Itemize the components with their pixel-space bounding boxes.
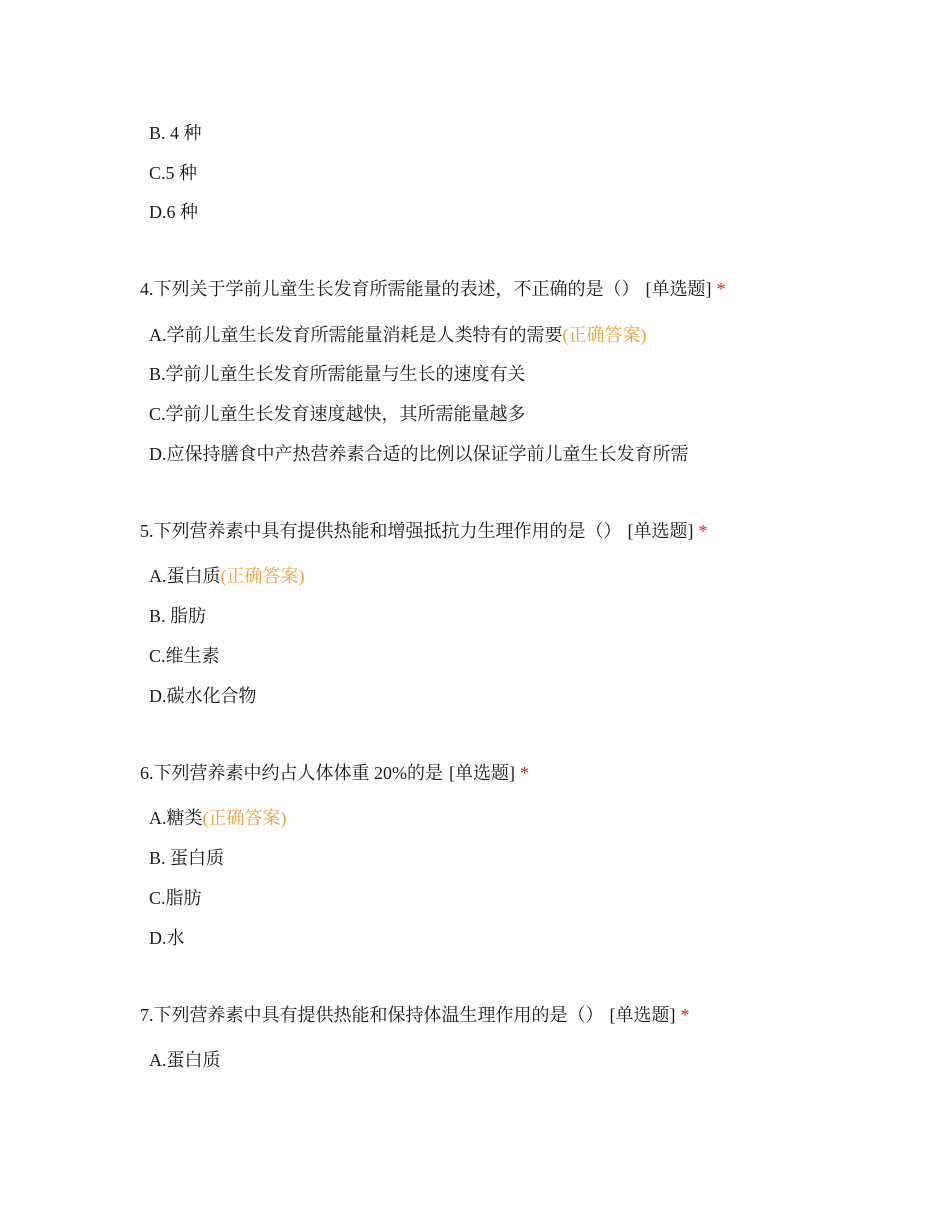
option-b: B. 蛋白质 (149, 848, 225, 868)
option-c: C.学前儿童生长发育速度越快，其所需能量越多 (149, 404, 526, 424)
option-text: A.学前儿童生长发育所需能量消耗是人类特有的需要 (149, 325, 563, 345)
required-mark: * (698, 521, 708, 541)
question-title (140, 760, 529, 786)
option-b: B. 4 种 (149, 123, 202, 143)
question-type-label: [单选题] (609, 1005, 676, 1025)
required-mark: * (716, 279, 726, 299)
question-type-label: [单选题] (449, 763, 515, 783)
question-text: 7.下列营养素中具有提供热能和保持体温生理作用的是（） (140, 1005, 604, 1025)
option-a: A.蛋白质 (149, 1050, 221, 1070)
required-mark: * (520, 763, 529, 783)
correct-answer-label: (正确答案) (202, 808, 287, 828)
required-mark: * (680, 1005, 690, 1025)
option-c: C.5 种 (149, 163, 198, 183)
option-b: B.学前儿童生长发育所需能量与生长的速度有关 (149, 364, 526, 384)
option-c: C.脂肪 (149, 888, 202, 908)
question-text: 4.下列关于学前儿童生长发育所需能量的表述，不正确的是（） (140, 279, 640, 299)
option-text: A.糖类 (149, 808, 203, 828)
option-d: D.6 种 (149, 202, 198, 222)
question-type-label: [单选题] (627, 521, 694, 541)
question-text: 6.下列营养素中约占人体体重 20%的是 (140, 763, 443, 783)
option-c: C.维生素 (149, 646, 220, 666)
option-a (149, 564, 305, 588)
question-title (140, 518, 708, 544)
option-a (149, 323, 647, 347)
correct-answer-label: (正确答案) (562, 325, 647, 345)
question-type-label: [单选题] (645, 279, 712, 299)
option-b: B. 脂肪 (149, 606, 207, 626)
correct-answer-label: (正确答案) (220, 566, 305, 586)
option-text: A.蛋白质 (149, 566, 221, 586)
option-d: D.应保持膳食中产热营养素合适的比例以保证学前儿童生长发育所需 (149, 444, 689, 464)
question-title (140, 1002, 690, 1028)
option-a (149, 806, 287, 830)
option-d: D.碳水化合物 (149, 686, 257, 706)
question-text: 5.下列营养素中具有提供热能和增强抵抗力生理作用的是（） (140, 521, 622, 541)
option-d: D.水 (149, 928, 185, 948)
question-title (140, 276, 726, 302)
